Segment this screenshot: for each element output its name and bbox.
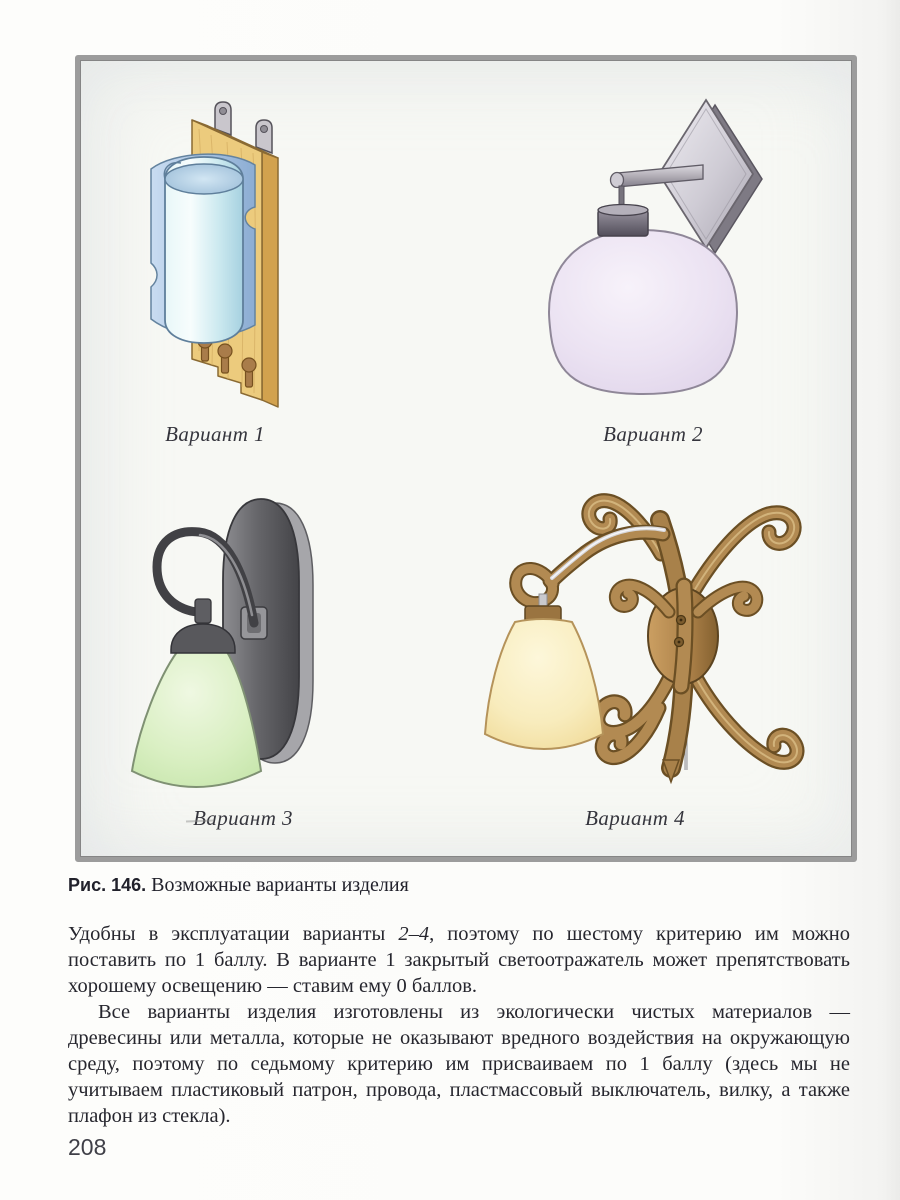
paragraph-1-emphasis: 2–4: [398, 923, 430, 945]
wall-lamp-scrollwork-illustration: [455, 470, 805, 810]
socket-stem: [195, 599, 211, 623]
reflector-front-sheet: [164, 157, 243, 343]
page-number: 208: [68, 1134, 107, 1160]
wall-lamp-oval-backplate-illustration: [115, 487, 350, 805]
variant-1-label: Вариант 1: [165, 422, 265, 446]
strap-over-plate: [681, 586, 685, 686]
variant-2-label: Вариант 2: [603, 422, 703, 446]
body-text: [68, 921, 850, 1129]
glass-shade-lavender: [549, 230, 737, 394]
glass-shade-cream: [485, 619, 603, 749]
lamp-socket: [598, 205, 648, 237]
paragraph-1-end: , поэтому по шестому критерию им можно поставить по 1 баллу. В варианте 1 закрытый светоотражатель может препятствовать хорошему освещению — ставим ему 0 баллов.: [68, 923, 850, 997]
variant-3-label: Вариант 3: [193, 806, 293, 830]
variant-4-label: Вариант 4: [585, 806, 685, 830]
paragraph-1-start: Удобны в эксплуатации варианты: [68, 923, 399, 945]
figure-caption-text: Возможные варианты изделия: [151, 874, 409, 896]
paragraph-2: Все варианты изделия изготовлены из экологически чистых материалов — древесины или металла, которые не оказывают вредного воздействия на окружающую среду, поэтому по седьмому критерию им присваиваем по 1 баллу (здесь мы не учитываем пластиковый патрон, провода, пластмассовый выключатель, вилку, а также плафон из стекла).: [68, 1001, 850, 1127]
paragraph-1: [68, 921, 850, 999]
wall-lamp-diamond-backplate-illustration: [535, 82, 785, 400]
wall-lamp-wood-board-illustration: [135, 95, 330, 415]
figure-caption-number: Рис. 146.: [68, 875, 147, 895]
figure-caption: [68, 874, 409, 897]
